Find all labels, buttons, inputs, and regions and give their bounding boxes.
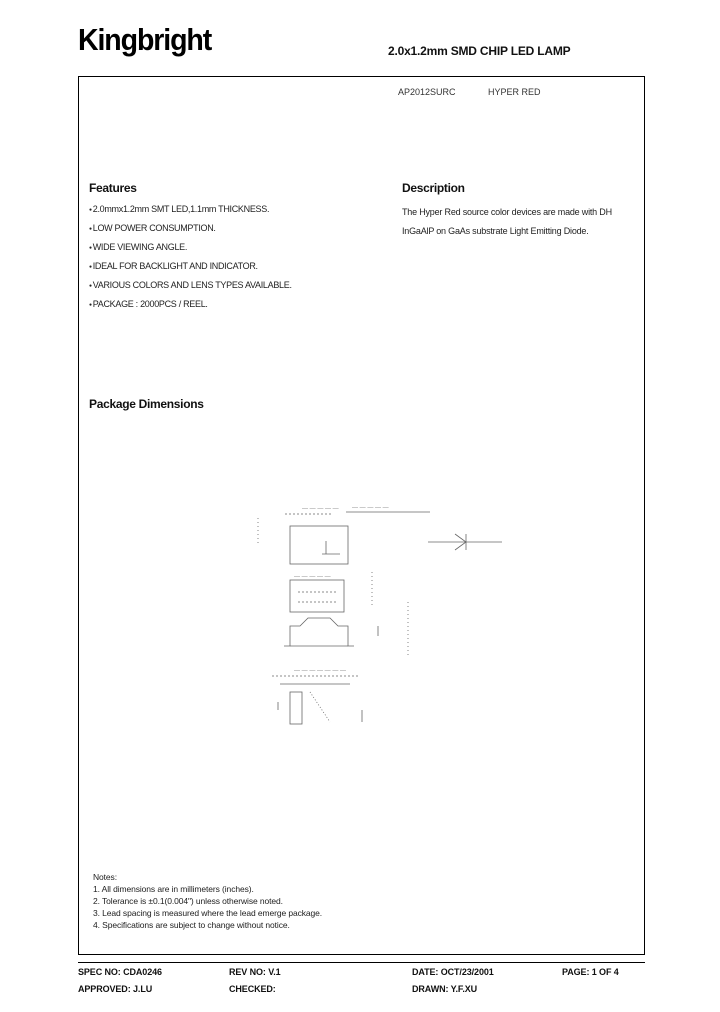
feature-item: ● WIDE VIEWING ANGLE. [89, 241, 292, 260]
description-line: The Hyper Red source color devices are made with DH [402, 207, 612, 217]
feature-item: ● IDEAL FOR BACKLIGHT AND INDICATOR. [89, 260, 292, 279]
part-color: HYPER RED [488, 87, 541, 97]
end-view-outline [284, 618, 354, 646]
approved-by: APPROVED: J.LU [78, 984, 153, 994]
spec-number: SPEC NO: CDA0246 [78, 967, 162, 977]
part-number: AP2012SURC [398, 87, 456, 97]
revision-number: REV NO: V.1 [229, 967, 281, 977]
pad-left [290, 692, 302, 724]
note-item: 4. Specifications are subject to change without notice. [93, 920, 290, 930]
top-view-outline [290, 526, 348, 564]
svg-text:— — — — —: — — — — — [302, 506, 339, 512]
feature-item: ● PACKAGE : 2000PCS / REEL. [89, 298, 292, 317]
footer-rule [78, 962, 645, 963]
description-heading: Description [402, 181, 465, 195]
note-item: 2. Tolerance is ±0.1(0.004") unless otherwise noted. [93, 896, 283, 906]
package-dimension-drawing [250, 496, 520, 746]
note-item: 1. All dimensions are in millimeters (inches). [93, 884, 254, 894]
page-number: PAGE: 1 OF 4 [562, 967, 619, 977]
svg-text:— — — — —: — — — — — [352, 505, 389, 511]
notes-block [93, 871, 322, 931]
package-heading: Package Dimensions [89, 397, 204, 411]
note-item: 3. Lead spacing is measured where the lead emerge package. [93, 908, 323, 918]
feature-item: ● LOW POWER CONSUMPTION. [89, 222, 292, 241]
drawn-by: DRAWN: Y.F.XU [412, 984, 478, 994]
feature-item: ● 2.0mmx1.2mm SMT LED,1.1mm THICKNESS. [89, 203, 292, 222]
document-title: 2.0x1.2mm SMD CHIP LED LAMP [388, 44, 571, 58]
checked-by: CHECKED: [229, 984, 276, 994]
svg-text:— — — — —: — — — — — [294, 574, 331, 580]
description-line: InGaAlP on GaAs substrate Light Emitting Diode. [402, 226, 589, 236]
features-heading: Features [89, 181, 137, 195]
side-view-outline [290, 580, 344, 612]
description-text [402, 203, 642, 241]
features-list [89, 203, 292, 317]
feature-item: ● VARIOUS COLORS AND LENS TYPES AVAILABLE. [89, 279, 292, 298]
date: DATE: OCT/23/2001 [412, 967, 494, 977]
svg-text:— — — — — — —: — — — — — — — [294, 668, 347, 674]
brand-logo: Kingbright [78, 22, 212, 57]
notes-heading: Notes: [93, 872, 117, 882]
